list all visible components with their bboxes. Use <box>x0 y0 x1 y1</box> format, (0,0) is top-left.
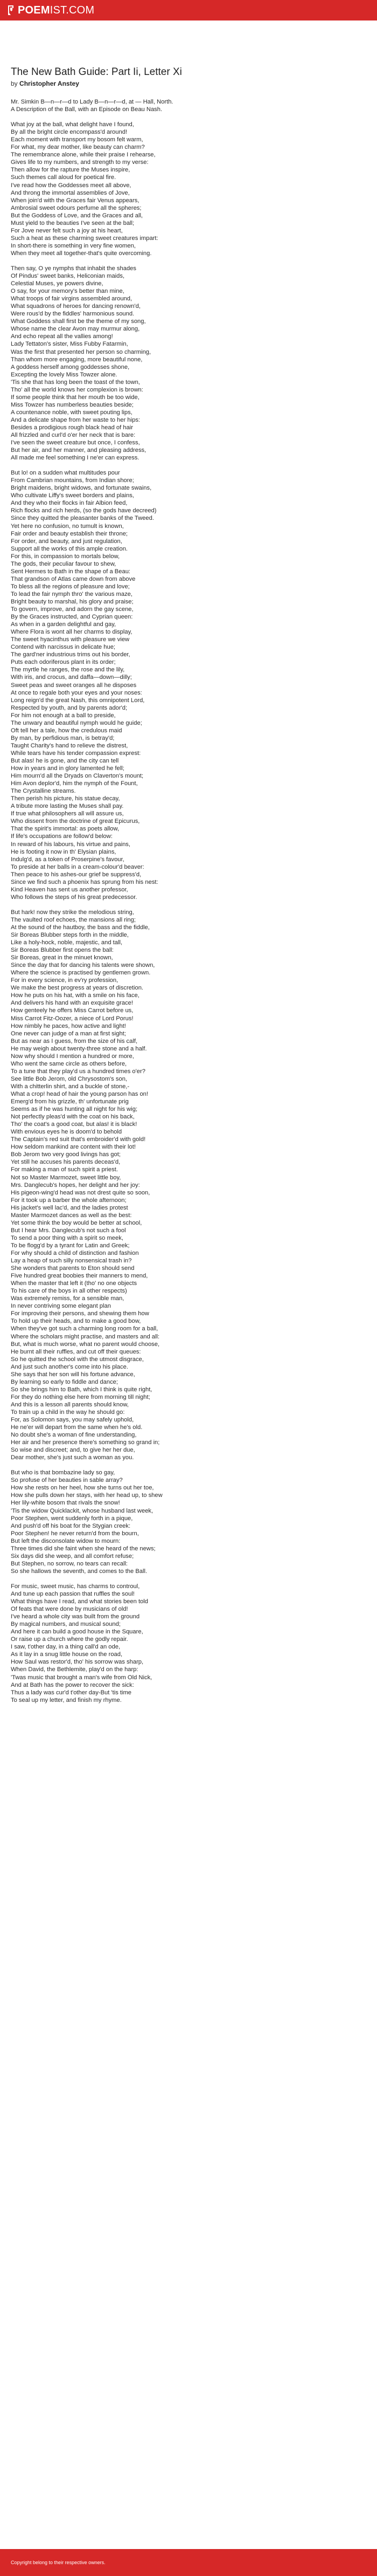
poem-line: Yet still he accuses his parents deceas'd, <box>11 1159 121 1166</box>
poem-line: But hark! now they strike the melodious string, <box>11 909 134 916</box>
poem-line: And delivers his hand with an exquisite grace! <box>11 1000 133 1007</box>
poem-line: A countenance noble, with sweet pouting lips, <box>11 409 132 416</box>
poem-line: How in years and in glory lamented he fell; <box>11 765 124 772</box>
poem-line: Tho' the coat's a good coat, but alas! it is black! <box>11 1121 137 1128</box>
poem-line: But, what is much worse, what no parent would choose, <box>11 1341 160 1348</box>
by-label: by <box>11 80 18 87</box>
poem-line: The gard'ner industrious trims out his border, <box>11 651 130 658</box>
author-link[interactable]: Christopher Anstey <box>19 80 79 87</box>
poem-line: By the Graces instructed, and Cyprian queen: <box>11 614 133 621</box>
poem-line: Not perfectly pleas'd with the coat on his back, <box>11 1114 135 1121</box>
poem-line: But I hear Mrs. Danglecub's not such a fool <box>11 1227 126 1234</box>
poem-line: The gods, their peculiar favour to shew, <box>11 560 116 567</box>
poem-line: The unwary and beautiful nymph would he guide; <box>11 719 142 726</box>
poem-line: Then peace to his ashes-our grief be suppress'd, <box>11 871 142 878</box>
stanza <box>11 1583 366 1704</box>
poem-line: When David, the Bethlemite, play'd on the harp: <box>11 1666 138 1673</box>
poem-line: Whose name the clear Avon may murmur along, <box>11 326 140 333</box>
poem-line: Fair order and beauty establish their throne; <box>11 530 128 537</box>
poem-line: For they do nothing else here from morning till night; <box>11 1393 150 1400</box>
poem-line: The remembrance alone, while their praise I rehearse, <box>11 152 156 159</box>
poem-line: With a chitterlin shirt, and a buckle of stone,- <box>11 1083 130 1090</box>
poem-line: I've read how the Goddesses meet all above, <box>11 182 131 189</box>
poem-line: For why should a child of distinction and fashion <box>11 1249 139 1256</box>
poem-line: I saw, t'other day, in a thing call'd an ode, <box>11 1644 121 1651</box>
poem-line: Kind Heaven has sent us another professor, <box>11 886 128 893</box>
poem-line: Yet some think the boy would be better at school, <box>11 1219 142 1226</box>
poem-line: Each moment with transport my bosom felt warm, <box>11 136 143 143</box>
poem-line: Who cultivate Liffy's sweet borders and plains, <box>11 492 134 499</box>
poem-line: Miss Towzer has numberless beauties beside; <box>11 401 134 408</box>
poem-line: How she rests on her heel, how she turns out her toe, <box>11 1485 154 1492</box>
poem-line: How genteely he offers Miss Carrot before us, <box>11 1007 134 1014</box>
poem-line: But lo! on a sudden what multitudes pour <box>11 470 120 477</box>
poem-line: The myrtle he ranges, the rose and the lily, <box>11 667 125 674</box>
main-content <box>0 66 377 1704</box>
poem-line: Like a holy-hock, noble, majestic, and tall, <box>11 939 123 946</box>
poem-line: A tribute more lasting the Muses shall pay. <box>11 803 124 810</box>
poem-line: What things have I read, and what stories been told <box>11 1598 148 1605</box>
poem-line: She says that her son will his fortune advance, <box>11 1371 135 1378</box>
copyright-notice: Copyright belong to their respective owners. <box>11 2560 106 2565</box>
poem-line: Him Avon deplor'd, him the nymph of the Fount, <box>11 780 138 787</box>
poem-line: And a delicate shape from her waste to her hips: <box>11 416 141 423</box>
poem-line: To a tune that they play'd us a hundred times o'er? <box>11 1068 145 1075</box>
poem-line: Gives life to my numbers, and strength to my verse: <box>11 159 149 166</box>
poem-line: When they meet all together-that's quite overcoming. <box>11 250 152 257</box>
poem-line: But who is that bombazine lady so gay, <box>11 1469 115 1476</box>
poem-line: Such themes call aloud for poetical fire. <box>11 174 116 181</box>
poem-line: All frizzled and curl'd o'er her neck that is bare: <box>11 432 136 439</box>
poem-line: If some people think that her mouth be too wide, <box>11 394 139 401</box>
poem-line: But her air, and her manner, and pleasing address, <box>11 447 146 454</box>
poem-line: He may weigh about twenty-three stone and a half. <box>11 1045 147 1052</box>
poem-line: Not so Master Marmozet, sweet little boy, <box>11 1174 121 1181</box>
poem-line: I've heard a whole city was built from the ground <box>11 1613 140 1620</box>
poem-line: Sir Boreas Blubber steps forth in the middle, <box>11 932 129 939</box>
poem-line: So she brings him to Bath, which I think is quite right, <box>11 1386 152 1393</box>
poem-line: And throng the immortal assemblies of Jove, <box>11 189 130 196</box>
poem-line: The Captain's red suit that's embroider'd with gold! <box>11 1136 146 1143</box>
poem-line: How seldom mankind are content with their lot! <box>11 1144 136 1151</box>
site-header <box>0 0 377 20</box>
poem-line: If life's occupations are follow'd below: <box>11 833 113 840</box>
poem-line: Must yield to the beauties I've seen at the ball; <box>11 219 135 226</box>
poem-line: The Crystalline streams. <box>11 788 76 795</box>
logo-suffix: IST.COM <box>50 4 95 16</box>
poem-line: Long reign'd the great Nash, this omnipotent Lord, <box>11 697 145 704</box>
poem-line: What joy at the ball, what delight have I found, <box>11 121 134 128</box>
poem-line: Dear mother, she's just such a woman as you. <box>11 1454 134 1461</box>
poem-line: For this, in compassion to mortals below, <box>11 553 120 560</box>
poem-line: To lead the fair nymph thro' the various maze, <box>11 590 132 597</box>
stanza <box>11 909 366 1461</box>
poem-line: In reward of his labours, his virtue and pains, <box>11 841 131 848</box>
poem-line: For him not enough at a ball to preside, <box>11 712 116 719</box>
poem-line: To govern, improve, and adorn the gay scene, <box>11 606 134 613</box>
logo-text: POEM <box>18 4 50 16</box>
poem-line: Lady Tettaton's sister, Miss Fubby Fatarmin, <box>11 341 128 348</box>
poem-line: At once to regale both your eyes and your noses: <box>11 689 142 696</box>
poem-line: Thus a lady was cur'd t'other day-But 'tis time <box>11 1689 132 1696</box>
poem-line: See little Bob Jerom, old Chrysostom's son, <box>11 1075 128 1082</box>
poem-line: And at Bath has the power to recover the sick: <box>11 1681 134 1688</box>
poem-line: Contend with narcissus in delicate hue; <box>11 644 116 651</box>
poem-line: He is footing it now in th' Elysian plains, <box>11 848 116 855</box>
poem-line: Rich flocks and rich herds, (so the gods have decreed) <box>11 507 157 514</box>
poem-line: Besides a prodigious rough black head of hair <box>11 424 134 431</box>
poem-line: Than whom more engaging, more beautiful none, <box>11 356 143 363</box>
poem-line: And tune up each passion that ruffles the soul! <box>11 1591 135 1597</box>
poem-line: So profuse of her beauties in sable array? <box>11 1477 123 1484</box>
poem-line: Taught Charity's hand to relieve the distrest, <box>11 742 128 749</box>
poem-line: To hold up their heads, and to make a good bow, <box>11 1318 141 1325</box>
poem-line: For it took up a barber the whole afternoon; <box>11 1197 127 1204</box>
poem-line: For Jove never felt such a joy at his heart, <box>11 227 123 234</box>
poem-line: Sir Boreas Blubber first opens the ball: <box>11 947 114 954</box>
poem-line: Bright beauty to marshal, his glory and praise; <box>11 599 134 605</box>
poem-body <box>11 98 366 1704</box>
poem-line: He burnt all their ruffles, and cut off their queues: <box>11 1348 141 1355</box>
poem-line: Mrs. Danglecub's hopes, her delight and her joy: <box>11 1181 140 1189</box>
poem-line: We make the best progress at years of discretion. <box>11 985 144 992</box>
poem-line: With envious eyes he is doom'd to behold <box>11 1129 122 1136</box>
poem-line: Five hundred great boobies their manners to mend, <box>11 1273 148 1280</box>
poem-line: Since the day that for dancing his talents were shown, <box>11 962 155 969</box>
poem-line: And they who their flocks in fair Albion feed, <box>11 500 128 507</box>
poem-line: To bless all the regions of pleasure and love; <box>11 583 130 590</box>
site-logo[interactable] <box>6 4 94 17</box>
poem-line: Sent Hermes to Bath in the shape of a Beau: <box>11 568 131 575</box>
poem-line: Poor Stephen, went suddenly forth in a pique, <box>11 1515 133 1522</box>
poem-line: 'Tis the widow Quicklackit, whose husband last week, <box>11 1507 153 1514</box>
poem-line: Puts each odoriferous plant in its order; <box>11 659 116 666</box>
poem-line: By learning so early to fiddle and dance; <box>11 1378 118 1385</box>
poem-line: Seems as if he was hunting all night for his wig; <box>11 1106 138 1113</box>
poem-line: The sweet hyacinthus with pleasure we view <box>11 636 130 643</box>
poem-line <box>11 113 366 121</box>
poem-line: A goddess herself among goddesses shone, <box>11 363 130 370</box>
poem-line: Or raise up a church where the godly repair. <box>11 1636 128 1643</box>
stanza <box>11 265 366 462</box>
poem-line: Ambrosial sweet odours perfume all the spheres; <box>11 204 142 211</box>
poem-line: Yet here no confusion, no tumult is known, <box>11 523 124 530</box>
poem-line: To send a poor thing with a spirit so meek, <box>11 1234 123 1241</box>
poem-line: When the master that left it (tho' no one objects <box>11 1280 137 1287</box>
poem-line: Lay a heap of such silly nonsensical trash in? <box>11 1258 132 1265</box>
poem-line: Tho' all the world knows her complexion is brown: <box>11 386 143 393</box>
poem-line: With iris, and crocus, and daffa—down—dilly; <box>11 674 132 681</box>
poem-line: Who went the same circle as others before, <box>11 1060 127 1067</box>
poem-line: Then say, O ye nymphs that inhabit the shades <box>11 265 136 272</box>
poem-line: In short-there is something in very fine women, <box>11 242 136 249</box>
poem-line: Indulg'd, as a token of Proserpine's favour, <box>11 856 124 863</box>
poem-line: That grandson of Atlas came down from above <box>11 575 136 582</box>
poem-line: I've seen the sweet creature but once, I confess, <box>11 439 140 446</box>
poem-line: Six days did she weep, and all comfort refuse; <box>11 1553 134 1560</box>
poem-line: Of feats that were done by musicians of old! <box>11 1606 128 1613</box>
poem-line: And just such another's come into his place. <box>11 1363 128 1370</box>
poem-line: And here it can build a good house in the Square, <box>11 1629 143 1636</box>
poem-line: Support all the works of this ample creation. <box>11 545 128 552</box>
poem-line: Such a heat as these charming sweet creatures impart: <box>11 235 158 242</box>
poem-line: From Cambrian mountains, from Indian shore; <box>11 477 134 484</box>
poem-line: By all the bright circle encompass'd around! <box>11 129 128 136</box>
poem-line: Him mourn'd all the Dryads on Claverton's mount; <box>11 773 144 780</box>
poem-line: His pigeon-wing'd head was not drest quite so soon, <box>11 1189 150 1196</box>
poem-line: Who dissent from the doctrine of great Epicurus, <box>11 818 140 825</box>
poem-line: Bright maidens, bright widows, and fortunate swains, <box>11 485 152 492</box>
poem-line: What squadrons of heroes for dancing renown'd, <box>11 303 141 310</box>
byline <box>11 80 366 87</box>
poem-line: Miss Carrot Fitz-Oozer, a niece of Lord Porus! <box>11 1015 134 1022</box>
poem-line: But left the disconsolate widow to mourn: <box>11 1537 121 1544</box>
poem-line: For, as Solomon says, you may safely uphold, <box>11 1417 134 1424</box>
poem-line: Was the first that presented her person so charming, <box>11 348 151 355</box>
poem-line: Celestial Muses, ye powers divine, <box>11 280 103 287</box>
poem-line: Her air and her presence there's something so grand in; <box>11 1439 160 1446</box>
poem-line: Oft tell her a tale, how the credulous maid <box>11 727 122 734</box>
poem-line: To be flogg'd by a tyrant for Latin and Greek; <box>11 1242 130 1249</box>
poem-line: For order, and beauty, and just regulation, <box>11 538 122 545</box>
poem-line: For music, sweet music, has charms to controul, <box>11 1583 140 1590</box>
poem-line: Poor Stephen! he never return'd from the bourn, <box>11 1530 139 1537</box>
poem-line: So wise and discreet; and, to give her her due, <box>11 1447 135 1454</box>
poem-line: As it lay in a snug little house on the road, <box>11 1651 123 1658</box>
poem-line: Excepting the lovely Miss Towzer alone. <box>11 371 117 378</box>
poem-line: No doubt she's a woman of fine understanding, <box>11 1432 137 1439</box>
poem-line: Now why should I mention a hundred or more, <box>11 1053 134 1060</box>
poem-line: All made me feel something I ne'er can express. <box>11 455 139 462</box>
poem-line: But as near as I guess, from the size of his calf, <box>11 1038 138 1045</box>
quill-icon <box>6 5 15 16</box>
poem-line: One never can judge of a man at first sight; <box>11 1030 126 1037</box>
poem-line: What a crop! head of hair the young parson has on! <box>11 1091 148 1097</box>
poem-line: By magical numbers, and musical sound; <box>11 1621 121 1628</box>
poem-title: The New Bath Guide: Part Ii, Letter Xi <box>11 66 182 78</box>
poem-line: To seal up my letter, and finish my rhyme. <box>11 1696 122 1703</box>
poem-line: And echo repeat all the vallies among! <box>11 333 113 340</box>
stanza <box>11 1469 366 1575</box>
poem-line: When they've got such a charming long room for a ball, <box>11 1325 158 1332</box>
poem-line: When join'd with the Graces fair Venus appears, <box>11 197 139 204</box>
poem-line: To preside at her balls in a cream-colour'd beaver: <box>11 863 144 870</box>
poem-line: As when in a garden delightful and gay, <box>11 621 116 628</box>
poem-line: Emerg'd from his grizzle, th' unfortunate prig <box>11 1098 129 1105</box>
poem-line: If true what philosophers all will assure us, <box>11 810 124 818</box>
poem-line: She wonders that parents to Eton should send <box>11 1265 135 1272</box>
stanza <box>11 469 366 901</box>
poem-line: Who follows the steps of his great predecessor. <box>11 894 137 901</box>
poem-line: How he puts on his hat, with a smile on his face, <box>11 992 139 999</box>
poem-line: Where the science is practised by gentlemen grown. <box>11 970 151 977</box>
poem-line: 'Tis she that has long been the toast of the town, <box>11 379 140 386</box>
poem-line: Sir Boreas, great in the minuet known, <box>11 954 113 961</box>
poem-line: A Description of the Ball, with an Episode on Beau Nash. <box>11 106 163 113</box>
poem-line: By man, by perfidious man, is betray'd; <box>11 734 115 741</box>
poem-line: That the spirit's immortal: as poets allow, <box>11 826 120 833</box>
poem-line: Since we find such a phoenix has sprung from his nest: <box>11 878 158 885</box>
poem-line: But Stephen, no sorrow, no tears can recall: <box>11 1560 128 1567</box>
poem-line: So he quitted the school with the utmost disgrace, <box>11 1356 144 1363</box>
poem-line: Mr. Simkin B—n—r—d to Lady B—n—r—d, at — Hall, North. <box>11 99 173 105</box>
site-footer <box>0 2549 377 2576</box>
poem-line: Bob Jerom two very good livings has got; <box>11 1151 121 1158</box>
poem-line: Were rous'd by the fiddles' harmonious sound. <box>11 311 135 318</box>
poem-line: Then allow for the rapture the Muses inspire, <box>11 167 130 174</box>
poem-line: What troops of fair virgins assembled around, <box>11 296 132 303</box>
poem-line: But alas! he is gone, and the city can tell <box>11 757 119 764</box>
poem-line: While tears have his tender compassion exprest: <box>11 750 141 757</box>
stanza <box>11 98 366 257</box>
poem-line: But the Goddess of Love, and the Graces and all, <box>11 212 143 219</box>
poem-line: Respected by youth, and by parents ador'd; <box>11 704 128 711</box>
poem-line: For improving their persons, and shewing them how <box>11 1310 149 1317</box>
poem-line: He ne'er will depart from the same when he's old. <box>11 1424 143 1431</box>
poem-line: How Saul was restor'd, tho' his sorrow was sharp, <box>11 1659 144 1666</box>
poem-line: So she hallows the seventh, and comes to the Ball. <box>11 1568 148 1575</box>
poem-line: Since they quitted the pleasanter banks of the Tweed. <box>11 515 154 522</box>
poem-line: In never contriving some elegant plan <box>11 1303 111 1310</box>
poem-line: 'Twas music that brought a man's wife from Old Nick, <box>11 1674 152 1681</box>
poem-line: Where Flora is wont all her charms to display, <box>11 629 132 636</box>
poem-line: What Goddess shall first be the theme of my song, <box>11 318 146 325</box>
poem-line: To train up a child in the way he should go: <box>11 1409 125 1416</box>
poem-line: Of Pindus' sweet banks, Heliconian maids, <box>11 273 125 280</box>
poem-line: To his care of the boys in all other respects) <box>11 1288 127 1295</box>
poem-line: O say, for your memory's better than mine, <box>11 288 124 295</box>
poem-line: Was extremely remiss, for a sensible man, <box>11 1295 124 1302</box>
poem-line: Master Marmozet dances as well as the best: <box>11 1212 132 1219</box>
poem-line: And this is a lesson all parents should know, <box>11 1401 129 1408</box>
poem-line: Three times did she faint when she heard of the news; <box>11 1545 156 1552</box>
poem-line: And push'd off his boat for the Stygian creek: <box>11 1522 131 1529</box>
poem-line: Then perish his picture, his statue decay, <box>11 795 120 802</box>
poem-line: Sweet peas and sweet oranges all he disposes <box>11 682 137 689</box>
poem-line: His jacket's well lac'd, and the ladies protest <box>11 1204 128 1211</box>
poem-line: For making a man of such spirit a priest. <box>11 1166 118 1173</box>
poem-line: Her lily-white bosom that rivals the snow! <box>11 1500 120 1507</box>
poem-line: For what, my dear mother, like beauty can charm? <box>11 144 145 151</box>
poem-line: How nimbly he paces, how active and light! <box>11 1022 126 1029</box>
poem-line: For in every science, in ev'ry profession, <box>11 977 118 984</box>
poem-line: How she pulls down her stays, with her head up, to shew <box>11 1492 163 1499</box>
poem-line: The vaulted roof echoes, the mansions all ring; <box>11 916 136 923</box>
poem-line: At the sound of the hautboy, the bass and the fiddle, <box>11 924 150 931</box>
poem-line: Where the scholars might practise, and masters and all: <box>11 1333 160 1340</box>
